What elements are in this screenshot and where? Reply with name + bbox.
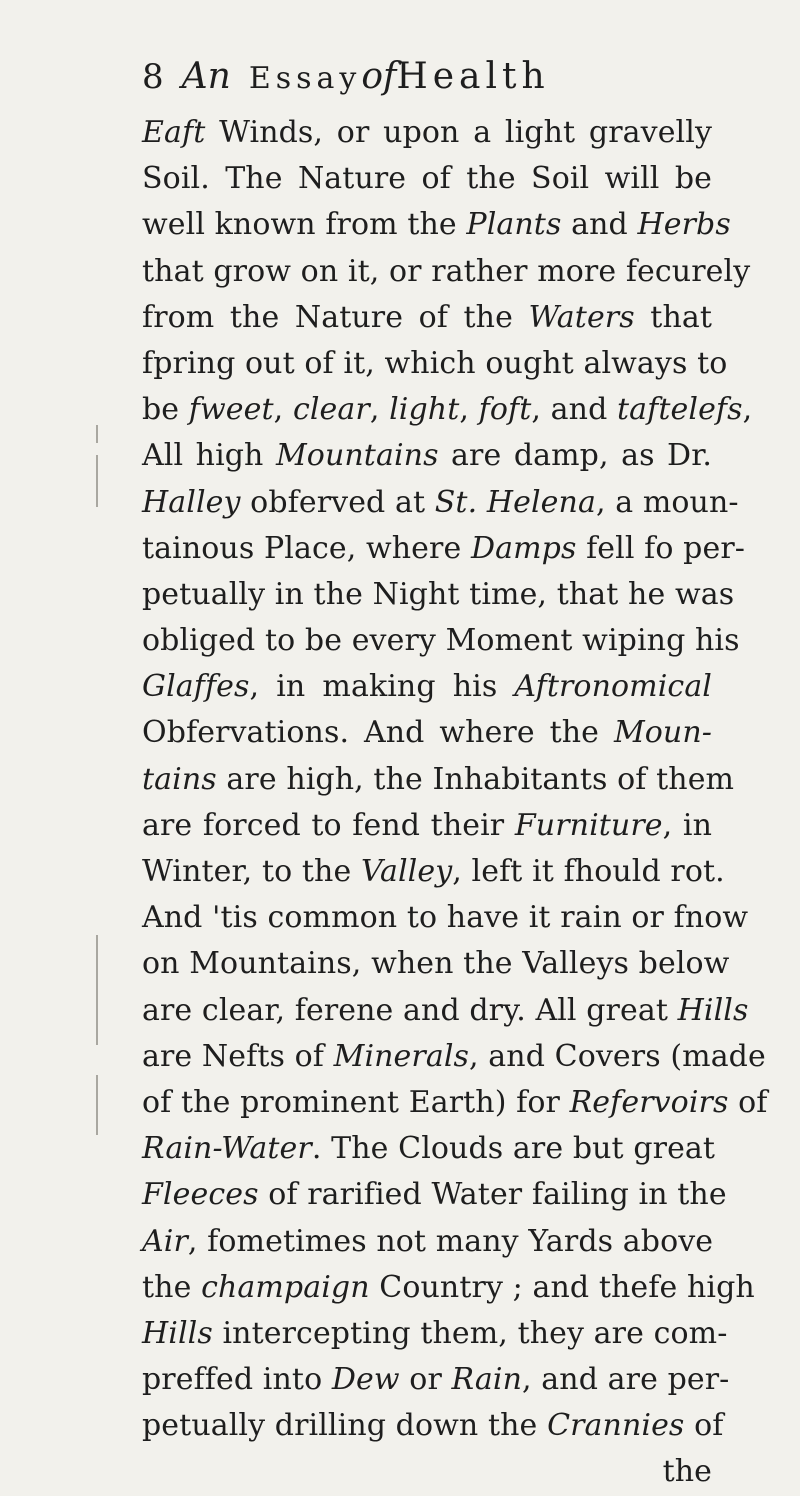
roman-text: Winter, to the: [142, 854, 361, 889]
text-line: [142, 480, 739, 526]
text-line: [142, 1034, 766, 1080]
roman-text: be: [142, 392, 189, 428]
header-of: of: [361, 56, 397, 97]
text-line: [142, 941, 730, 987]
roman-text: from the Nature of the: [142, 299, 529, 335]
text-line: [142, 387, 753, 433]
text-line: [142, 757, 735, 803]
text-line: [142, 433, 712, 479]
italic-text: fweet: [188, 392, 274, 428]
italic-text: clear: [292, 392, 370, 428]
roman-text: are Nefts of: [142, 1038, 334, 1074]
text-line: [142, 1311, 728, 1357]
header-essay: Essay: [248, 61, 362, 96]
body-text: [142, 110, 768, 1496]
italic-text: taftelefs: [617, 392, 743, 428]
text-line: [142, 572, 735, 618]
text-line: [142, 988, 749, 1034]
roman-text: tainous Place, where: [142, 530, 471, 566]
roman-text: of: [684, 1408, 724, 1444]
roman-text: , a moun-: [595, 484, 739, 520]
italic-text: Plants: [466, 207, 562, 243]
roman-text: All high: [142, 438, 276, 474]
roman-text: petually drilling down the: [142, 1408, 548, 1444]
roman-text: well known from the: [142, 207, 467, 243]
roman-text: obferved at: [240, 484, 435, 520]
roman-text: that grow on it, or rather more fecurely: [142, 253, 751, 289]
italic-text: Glaffes: [142, 669, 250, 705]
roman-text: , and Covers (made: [469, 1038, 766, 1074]
text-line: [142, 895, 749, 941]
roman-text: and: [561, 207, 638, 243]
text-line: [142, 1080, 768, 1126]
roman-text: Obfervations. And where the: [142, 715, 614, 751]
text-line: [142, 295, 712, 341]
roman-text: of: [728, 1084, 768, 1120]
text-line: [142, 249, 751, 295]
margin-mark: [96, 1075, 98, 1135]
roman-text: the: [142, 1269, 202, 1305]
roman-text: , in: [662, 807, 713, 843]
italic-text: Furniture: [514, 807, 663, 843]
roman-text: fpring out of it, which ought always to: [142, 345, 728, 381]
roman-text: ,: [369, 392, 390, 428]
text-line: [142, 1449, 712, 1495]
italic-text: Rain: [451, 1362, 523, 1398]
text-line: [142, 1357, 730, 1403]
roman-text: on Mountains, when the Valleys below: [142, 946, 730, 982]
text-line: [142, 1219, 712, 1265]
italic-text: light: [389, 392, 460, 428]
roman-text: ,: [459, 392, 479, 428]
roman-text: of the prominent Earth) for: [142, 1084, 570, 1120]
text-line: [142, 1172, 727, 1218]
text-line: [142, 341, 728, 387]
italic-text: Fleeces: [142, 1177, 259, 1213]
roman-text: , and are per-: [522, 1362, 730, 1398]
italic-text: champaign: [201, 1269, 370, 1305]
italic-text: Damps: [470, 530, 577, 566]
roman-text: petually in the Night time, that he was: [142, 576, 735, 612]
italic-text: Dew: [331, 1362, 400, 1398]
header-title: [249, 56, 550, 97]
italic-text: tains: [142, 761, 217, 797]
roman-text: are forced to fend their: [142, 807, 515, 843]
roman-text: are clear, ferene and dry. All great: [142, 992, 678, 1028]
italic-text: Moun-: [613, 715, 712, 751]
text-line: [142, 664, 712, 710]
text-line: [142, 1126, 716, 1172]
roman-text: Country ; and thefe high: [369, 1269, 755, 1305]
roman-text: , fometimes not many Yards above: [187, 1223, 714, 1259]
running-header: [142, 56, 550, 104]
text-line: [142, 1265, 755, 1311]
italic-text: Valley: [360, 854, 453, 889]
roman-text: that: [634, 299, 713, 335]
roman-text: , and: [531, 392, 618, 428]
text-line: [142, 202, 731, 248]
roman-text: preffed into: [142, 1362, 332, 1398]
roman-text: intercepting them, they are com-: [212, 1315, 728, 1351]
margin-mark: [96, 935, 98, 1045]
roman-text: And 'tis common to have it rain or fnow: [142, 900, 749, 936]
page-number: 8: [142, 57, 164, 97]
italic-text: Hills: [677, 992, 749, 1028]
header-an: An: [181, 56, 231, 97]
roman-text: Soil. The Nature of the Soil will be: [142, 161, 712, 197]
italic-text: Halley: [142, 484, 241, 520]
italic-text: Eaft: [142, 115, 206, 150]
roman-text: the: [662, 1454, 712, 1490]
italic-text: Air: [142, 1223, 188, 1259]
roman-text: , in making his: [249, 669, 515, 705]
roman-text: are high, the Inhabitants of them: [216, 761, 735, 797]
margin-mark: [96, 455, 98, 507]
text-line: [142, 618, 740, 664]
roman-text: fell fo per-: [576, 530, 746, 566]
italic-text: Hills: [142, 1315, 213, 1351]
italic-text: Mountains: [275, 438, 439, 474]
roman-text: obliged to be every Moment wiping his: [142, 623, 740, 659]
italic-text: Herbs: [637, 207, 731, 243]
margin-mark: [96, 425, 98, 443]
roman-text: ,: [742, 392, 753, 428]
italic-text: Rain-Water: [142, 1131, 312, 1167]
roman-text: are damp, as Dr.: [438, 438, 712, 474]
italic-text: foft: [478, 392, 532, 428]
text-line: [142, 1403, 724, 1449]
italic-text: Aftronomical: [514, 669, 712, 705]
roman-text: . The Clouds are but great: [311, 1131, 716, 1167]
italic-text: Crannies: [547, 1408, 685, 1444]
roman-text: Winds, or upon a light gravelly: [205, 115, 712, 150]
roman-text: or: [399, 1362, 452, 1398]
text-line: [142, 526, 746, 572]
italic-text: Waters: [528, 299, 635, 335]
roman-text: , left it fhould rot.: [452, 854, 725, 889]
text-line: [142, 710, 712, 756]
italic-text: Minerals: [333, 1038, 470, 1074]
text-line: [142, 156, 712, 202]
roman-text: ,: [273, 392, 293, 428]
italic-text: St. Helena: [434, 484, 596, 520]
text-line: [142, 110, 712, 156]
italic-text: Refervoirs: [569, 1084, 729, 1120]
text-line: [142, 803, 712, 849]
text-line: [142, 849, 725, 895]
roman-text: of rarified Water failing in the: [258, 1177, 727, 1213]
header-health: Health: [396, 56, 550, 97]
